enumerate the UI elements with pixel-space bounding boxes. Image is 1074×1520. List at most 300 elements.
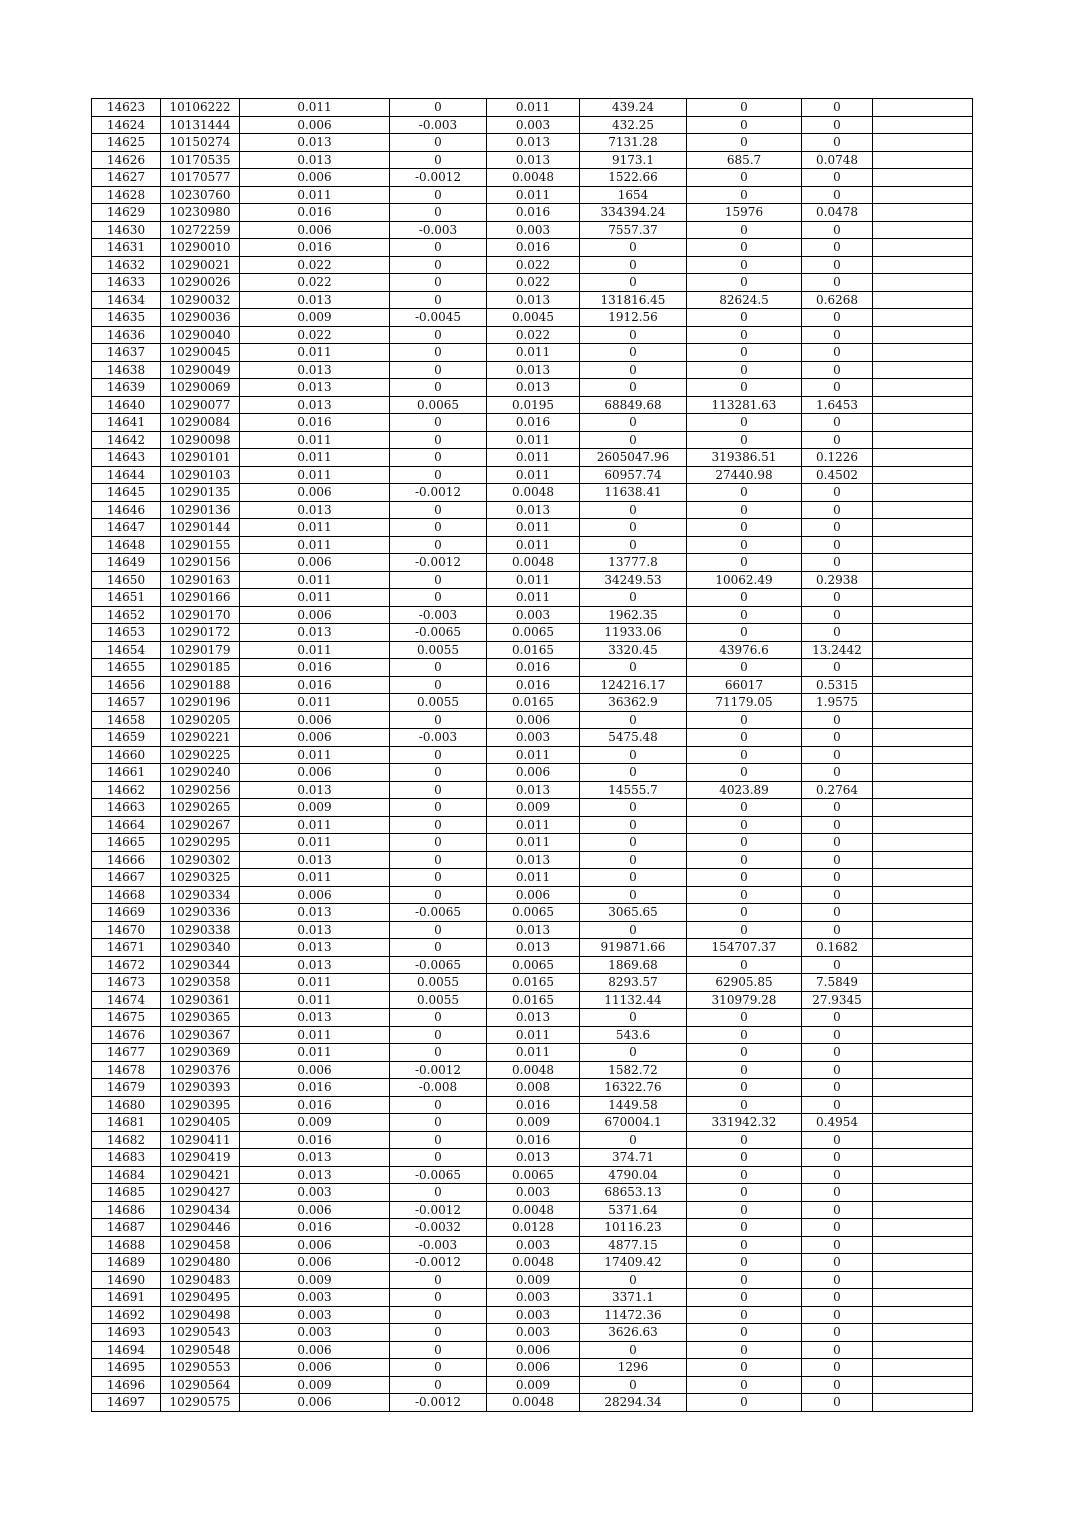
empty-cell: [873, 1184, 973, 1202]
adjusted-rate-cell: 0.009: [487, 799, 580, 817]
empty-cell: [873, 1166, 973, 1184]
adjusted-rate-cell: 0.011: [487, 99, 580, 117]
table-row: [92, 991, 973, 1009]
adjusted-rate-cell: 0.011: [487, 1026, 580, 1044]
row-number-cell: 14668: [92, 886, 161, 904]
amount-cell: 8293.57: [580, 974, 687, 992]
rate-cell: 0.011: [240, 589, 390, 607]
adjustment-cell: 0: [390, 1114, 487, 1132]
empty-cell: [873, 169, 973, 187]
table-row: [92, 554, 973, 572]
amount-cell: 0: [580, 519, 687, 537]
code-cell: 10290365: [161, 1009, 240, 1027]
amount-cell: 9173.1: [580, 151, 687, 169]
code-cell: 10290155: [161, 536, 240, 554]
table-row: [92, 1114, 973, 1132]
value-cell: 0: [687, 169, 802, 187]
empty-cell: [873, 764, 973, 782]
empty-cell: [873, 309, 973, 327]
rate-cell: 0.006: [240, 1236, 390, 1254]
adjustment-cell: 0: [390, 291, 487, 309]
value-cell: 0: [687, 1236, 802, 1254]
rate-cell: 0.013: [240, 1009, 390, 1027]
adjustment-cell: -0.0045: [390, 309, 487, 327]
rate-cell: 0.013: [240, 1166, 390, 1184]
value-cell: 310979.28: [687, 991, 802, 1009]
adjusted-rate-cell: 0.013: [487, 151, 580, 169]
code-cell: 10170535: [161, 151, 240, 169]
adjustment-cell: 0: [390, 746, 487, 764]
row-number-cell: 14665: [92, 834, 161, 852]
row-number-cell: 14684: [92, 1166, 161, 1184]
amount-cell: 13777.8: [580, 554, 687, 572]
rate-cell: 0.011: [240, 746, 390, 764]
rate-cell: 0.006: [240, 116, 390, 134]
adjustment-cell: 0.0055: [390, 694, 487, 712]
empty-cell: [873, 379, 973, 397]
amount-cell: 0: [580, 799, 687, 817]
row-number-cell: 14639: [92, 379, 161, 397]
adjusted-rate-cell: 0.0065: [487, 624, 580, 642]
ratio-cell: 0: [802, 484, 873, 502]
code-cell: 10290036: [161, 309, 240, 327]
row-number-cell: 14680: [92, 1096, 161, 1114]
amount-cell: 0: [580, 869, 687, 887]
rate-cell: 0.006: [240, 169, 390, 187]
empty-cell: [873, 414, 973, 432]
row-number-cell: 14678: [92, 1061, 161, 1079]
row-number-cell: 14689: [92, 1254, 161, 1272]
table-row: [92, 379, 973, 397]
adjustment-cell: 0: [390, 711, 487, 729]
amount-cell: 919871.66: [580, 939, 687, 957]
row-number-cell: 14693: [92, 1324, 161, 1342]
value-cell: 0: [687, 1061, 802, 1079]
adjustment-cell: -0.0012: [390, 1061, 487, 1079]
adjustment-cell: 0: [390, 1184, 487, 1202]
amount-cell: 68849.68: [580, 396, 687, 414]
adjusted-rate-cell: 0.003: [487, 1289, 580, 1307]
amount-cell: 0: [580, 746, 687, 764]
amount-cell: 0: [580, 256, 687, 274]
adjusted-rate-cell: 0.013: [487, 134, 580, 152]
adjusted-rate-cell: 0.011: [487, 449, 580, 467]
value-cell: 0: [687, 606, 802, 624]
table-row: [92, 326, 973, 344]
adjusted-rate-cell: 0.009: [487, 1271, 580, 1289]
code-cell: 10290480: [161, 1254, 240, 1272]
rate-cell: 0.011: [240, 466, 390, 484]
ratio-cell: 0.0748: [802, 151, 873, 169]
row-number-cell: 14641: [92, 414, 161, 432]
row-number-cell: 14647: [92, 519, 161, 537]
row-number-cell: 14677: [92, 1044, 161, 1062]
value-cell: 0: [687, 1096, 802, 1114]
code-cell: 10290185: [161, 659, 240, 677]
adjustment-cell: 0: [390, 414, 487, 432]
value-cell: 0: [687, 886, 802, 904]
rate-cell: 0.009: [240, 309, 390, 327]
adjusted-rate-cell: 0.0128: [487, 1219, 580, 1237]
value-cell: 0: [687, 361, 802, 379]
table-row: [92, 536, 973, 554]
empty-cell: [873, 1149, 973, 1167]
empty-cell: [873, 641, 973, 659]
adjusted-rate-cell: 0.0165: [487, 974, 580, 992]
row-number-cell: 14696: [92, 1376, 161, 1394]
rate-cell: 0.003: [240, 1324, 390, 1342]
amount-cell: 1869.68: [580, 956, 687, 974]
empty-cell: [873, 99, 973, 117]
ratio-cell: 0: [802, 711, 873, 729]
rate-cell: 0.013: [240, 501, 390, 519]
rate-cell: 0.011: [240, 641, 390, 659]
adjustment-cell: 0: [390, 939, 487, 957]
empty-cell: [873, 519, 973, 537]
adjustment-cell: 0.0055: [390, 991, 487, 1009]
amount-cell: 36362.9: [580, 694, 687, 712]
row-number-cell: 14638: [92, 361, 161, 379]
rate-cell: 0.006: [240, 554, 390, 572]
rate-cell: 0.003: [240, 1306, 390, 1324]
rate-cell: 0.006: [240, 1394, 390, 1412]
table-row: [92, 676, 973, 694]
value-cell: 0: [687, 1026, 802, 1044]
amount-cell: 1449.58: [580, 1096, 687, 1114]
code-cell: 10290361: [161, 991, 240, 1009]
empty-cell: [873, 781, 973, 799]
ratio-cell: 0: [802, 956, 873, 974]
table-row: [92, 466, 973, 484]
adjusted-rate-cell: 0.013: [487, 1009, 580, 1027]
amount-cell: 0: [580, 921, 687, 939]
ratio-cell: 0: [802, 1359, 873, 1377]
rate-cell: 0.013: [240, 361, 390, 379]
code-cell: 10290026: [161, 274, 240, 292]
rate-cell: 0.013: [240, 396, 390, 414]
row-number-cell: 14644: [92, 466, 161, 484]
rate-cell: 0.013: [240, 379, 390, 397]
rate-cell: 0.009: [240, 799, 390, 817]
amount-cell: 60957.74: [580, 466, 687, 484]
row-number-cell: 14626: [92, 151, 161, 169]
row-number-cell: 14672: [92, 956, 161, 974]
amount-cell: 1582.72: [580, 1061, 687, 1079]
table-row: [92, 869, 973, 887]
rate-cell: 0.016: [240, 414, 390, 432]
empty-cell: [873, 1359, 973, 1377]
adjusted-rate-cell: 0.0065: [487, 1166, 580, 1184]
code-cell: 10290543: [161, 1324, 240, 1342]
code-cell: 10290434: [161, 1201, 240, 1219]
ratio-cell: 0.6268: [802, 291, 873, 309]
empty-cell: [873, 1254, 973, 1272]
row-number-cell: 14697: [92, 1394, 161, 1412]
adjustment-cell: 0: [390, 834, 487, 852]
row-number-cell: 14679: [92, 1079, 161, 1097]
table-row: [92, 659, 973, 677]
code-cell: 10290405: [161, 1114, 240, 1132]
adjusted-rate-cell: 0.013: [487, 939, 580, 957]
amount-cell: 1962.35: [580, 606, 687, 624]
adjustment-cell: -0.0065: [390, 1166, 487, 1184]
adjustment-cell: 0: [390, 659, 487, 677]
code-cell: 10290045: [161, 344, 240, 362]
code-cell: 10290340: [161, 939, 240, 957]
code-cell: 10290325: [161, 869, 240, 887]
row-number-cell: 14631: [92, 239, 161, 257]
table-row: [92, 571, 973, 589]
amount-cell: 0: [580, 1271, 687, 1289]
table-row: [92, 1061, 973, 1079]
code-cell: 10290156: [161, 554, 240, 572]
adjusted-rate-cell: 0.003: [487, 729, 580, 747]
rate-cell: 0.011: [240, 816, 390, 834]
adjustment-cell: -0.0032: [390, 1219, 487, 1237]
ratio-cell: 0: [802, 1009, 873, 1027]
code-cell: 10290564: [161, 1376, 240, 1394]
value-cell: 0: [687, 624, 802, 642]
value-cell: 0: [687, 484, 802, 502]
value-cell: 27440.98: [687, 466, 802, 484]
rate-cell: 0.011: [240, 519, 390, 537]
adjusted-rate-cell: 0.013: [487, 781, 580, 799]
ratio-cell: 0: [802, 589, 873, 607]
adjusted-rate-cell: 0.009: [487, 1114, 580, 1132]
value-cell: 0: [687, 904, 802, 922]
row-number-cell: 14674: [92, 991, 161, 1009]
adjusted-rate-cell: 0.0165: [487, 694, 580, 712]
ratio-cell: 1.6453: [802, 396, 873, 414]
code-cell: 10170577: [161, 169, 240, 187]
adjusted-rate-cell: 0.011: [487, 1044, 580, 1062]
adjusted-rate-cell: 0.0065: [487, 956, 580, 974]
amount-cell: 7131.28: [580, 134, 687, 152]
value-cell: 0: [687, 1044, 802, 1062]
amount-cell: 11933.06: [580, 624, 687, 642]
value-cell: 0: [687, 221, 802, 239]
rate-cell: 0.006: [240, 886, 390, 904]
empty-cell: [873, 361, 973, 379]
empty-cell: [873, 466, 973, 484]
ratio-cell: 0: [802, 431, 873, 449]
table-row: [92, 414, 973, 432]
adjusted-rate-cell: 0.011: [487, 869, 580, 887]
ratio-cell: 0: [802, 1254, 873, 1272]
amount-cell: 0: [580, 1044, 687, 1062]
ratio-cell: 0: [802, 361, 873, 379]
empty-cell: [873, 274, 973, 292]
ratio-cell: 0: [802, 309, 873, 327]
row-number-cell: 14650: [92, 571, 161, 589]
table-row: [92, 1254, 973, 1272]
table-row: [92, 221, 973, 239]
empty-cell: [873, 326, 973, 344]
code-cell: 10290040: [161, 326, 240, 344]
table-row: [92, 1184, 973, 1202]
adjusted-rate-cell: 0.011: [487, 344, 580, 362]
amount-cell: 0: [580, 816, 687, 834]
adjusted-rate-cell: 0.013: [487, 501, 580, 519]
code-cell: 10290419: [161, 1149, 240, 1167]
row-number-cell: 14633: [92, 274, 161, 292]
amount-cell: 0: [580, 274, 687, 292]
adjustment-cell: -0.0012: [390, 1201, 487, 1219]
adjustment-cell: 0: [390, 851, 487, 869]
row-number-cell: 14682: [92, 1131, 161, 1149]
rate-cell: 0.013: [240, 1149, 390, 1167]
value-cell: 62905.85: [687, 974, 802, 992]
ratio-cell: 0: [802, 1201, 873, 1219]
adjusted-rate-cell: 0.011: [487, 746, 580, 764]
ratio-cell: 0: [802, 1184, 873, 1202]
rate-cell: 0.006: [240, 484, 390, 502]
ratio-cell: 0: [802, 221, 873, 239]
adjustment-cell: 0: [390, 1289, 487, 1307]
empty-cell: [873, 904, 973, 922]
row-number-cell: 14643: [92, 449, 161, 467]
adjusted-rate-cell: 0.016: [487, 204, 580, 222]
ratio-cell: 0: [802, 816, 873, 834]
empty-cell: [873, 1131, 973, 1149]
ratio-cell: 0.5315: [802, 676, 873, 694]
table-row: [92, 1394, 973, 1412]
amount-cell: 2605047.96: [580, 449, 687, 467]
code-cell: 10150274: [161, 134, 240, 152]
empty-cell: [873, 869, 973, 887]
value-cell: 4023.89: [687, 781, 802, 799]
adjustment-cell: 0: [390, 589, 487, 607]
adjustment-cell: 0: [390, 151, 487, 169]
amount-cell: 0: [580, 501, 687, 519]
value-cell: 71179.05: [687, 694, 802, 712]
empty-cell: [873, 221, 973, 239]
ratio-cell: 0.4502: [802, 466, 873, 484]
row-number-cell: 14636: [92, 326, 161, 344]
ratio-cell: 0: [802, 1289, 873, 1307]
adjustment-cell: 0: [390, 99, 487, 117]
adjustment-cell: 0: [390, 1341, 487, 1359]
row-number-cell: 14657: [92, 694, 161, 712]
table-row: [92, 589, 973, 607]
adjusted-rate-cell: 0.022: [487, 326, 580, 344]
code-cell: 10290498: [161, 1306, 240, 1324]
row-number-cell: 14637: [92, 344, 161, 362]
adjusted-rate-cell: 0.0195: [487, 396, 580, 414]
rate-cell: 0.013: [240, 291, 390, 309]
code-cell: 10290101: [161, 449, 240, 467]
rate-cell: 0.011: [240, 991, 390, 1009]
rate-cell: 0.016: [240, 1131, 390, 1149]
empty-cell: [873, 536, 973, 554]
rate-cell: 0.011: [240, 449, 390, 467]
ratio-cell: 0: [802, 1149, 873, 1167]
empty-cell: [873, 554, 973, 572]
empty-cell: [873, 291, 973, 309]
code-cell: 10290548: [161, 1341, 240, 1359]
value-cell: 0: [687, 1079, 802, 1097]
adjusted-rate-cell: 0.013: [487, 379, 580, 397]
table-row: [92, 256, 973, 274]
adjustment-cell: 0: [390, 134, 487, 152]
value-cell: 0: [687, 1289, 802, 1307]
adjusted-rate-cell: 0.016: [487, 676, 580, 694]
table-row: [92, 361, 973, 379]
row-number-cell: 14683: [92, 1149, 161, 1167]
row-number-cell: 14656: [92, 676, 161, 694]
adjusted-rate-cell: 0.013: [487, 921, 580, 939]
value-cell: 0: [687, 326, 802, 344]
empty-cell: [873, 484, 973, 502]
adjustment-cell: 0: [390, 886, 487, 904]
rate-cell: 0.013: [240, 956, 390, 974]
ratio-cell: 0: [802, 851, 873, 869]
table-row: [92, 1271, 973, 1289]
empty-cell: [873, 1394, 973, 1412]
value-cell: 0: [687, 816, 802, 834]
adjustment-cell: 0: [390, 449, 487, 467]
empty-cell: [873, 501, 973, 519]
value-cell: 66017: [687, 676, 802, 694]
value-cell: 0: [687, 519, 802, 537]
empty-cell: [873, 974, 973, 992]
rate-cell: 0.016: [240, 1079, 390, 1097]
adjustment-cell: 0: [390, 256, 487, 274]
table-row: [92, 431, 973, 449]
code-cell: 10290483: [161, 1271, 240, 1289]
amount-cell: 3371.1: [580, 1289, 687, 1307]
amount-cell: 17409.42: [580, 1254, 687, 1272]
value-cell: 0: [687, 1201, 802, 1219]
adjusted-rate-cell: 0.0048: [487, 1394, 580, 1412]
ratio-cell: 0: [802, 239, 873, 257]
code-cell: 10290240: [161, 764, 240, 782]
code-cell: 10290032: [161, 291, 240, 309]
rate-cell: 0.011: [240, 431, 390, 449]
empty-cell: [873, 659, 973, 677]
empty-cell: [873, 1271, 973, 1289]
value-cell: 0: [687, 1009, 802, 1027]
code-cell: 10290084: [161, 414, 240, 432]
adjusted-rate-cell: 0.011: [487, 816, 580, 834]
ratio-cell: 0: [802, 1306, 873, 1324]
ratio-cell: 0: [802, 379, 873, 397]
table-row: [92, 624, 973, 642]
table-row: [92, 641, 973, 659]
rate-cell: 0.013: [240, 939, 390, 957]
value-cell: 0: [687, 186, 802, 204]
row-number-cell: 14675: [92, 1009, 161, 1027]
rate-cell: 0.013: [240, 781, 390, 799]
empty-cell: [873, 799, 973, 817]
code-cell: 10290069: [161, 379, 240, 397]
rate-cell: 0.009: [240, 1376, 390, 1394]
table-row: [92, 449, 973, 467]
adjusted-rate-cell: 0.003: [487, 606, 580, 624]
row-number-cell: 14662: [92, 781, 161, 799]
value-cell: 0: [687, 99, 802, 117]
adjustment-cell: -0.003: [390, 729, 487, 747]
code-cell: 10290376: [161, 1061, 240, 1079]
adjustment-cell: -0.0012: [390, 1254, 487, 1272]
table-row: [92, 1166, 973, 1184]
table-row: [92, 694, 973, 712]
code-cell: 10272259: [161, 221, 240, 239]
empty-cell: [873, 1341, 973, 1359]
table-row: [92, 781, 973, 799]
value-cell: 0: [687, 1166, 802, 1184]
row-number-cell: 14694: [92, 1341, 161, 1359]
